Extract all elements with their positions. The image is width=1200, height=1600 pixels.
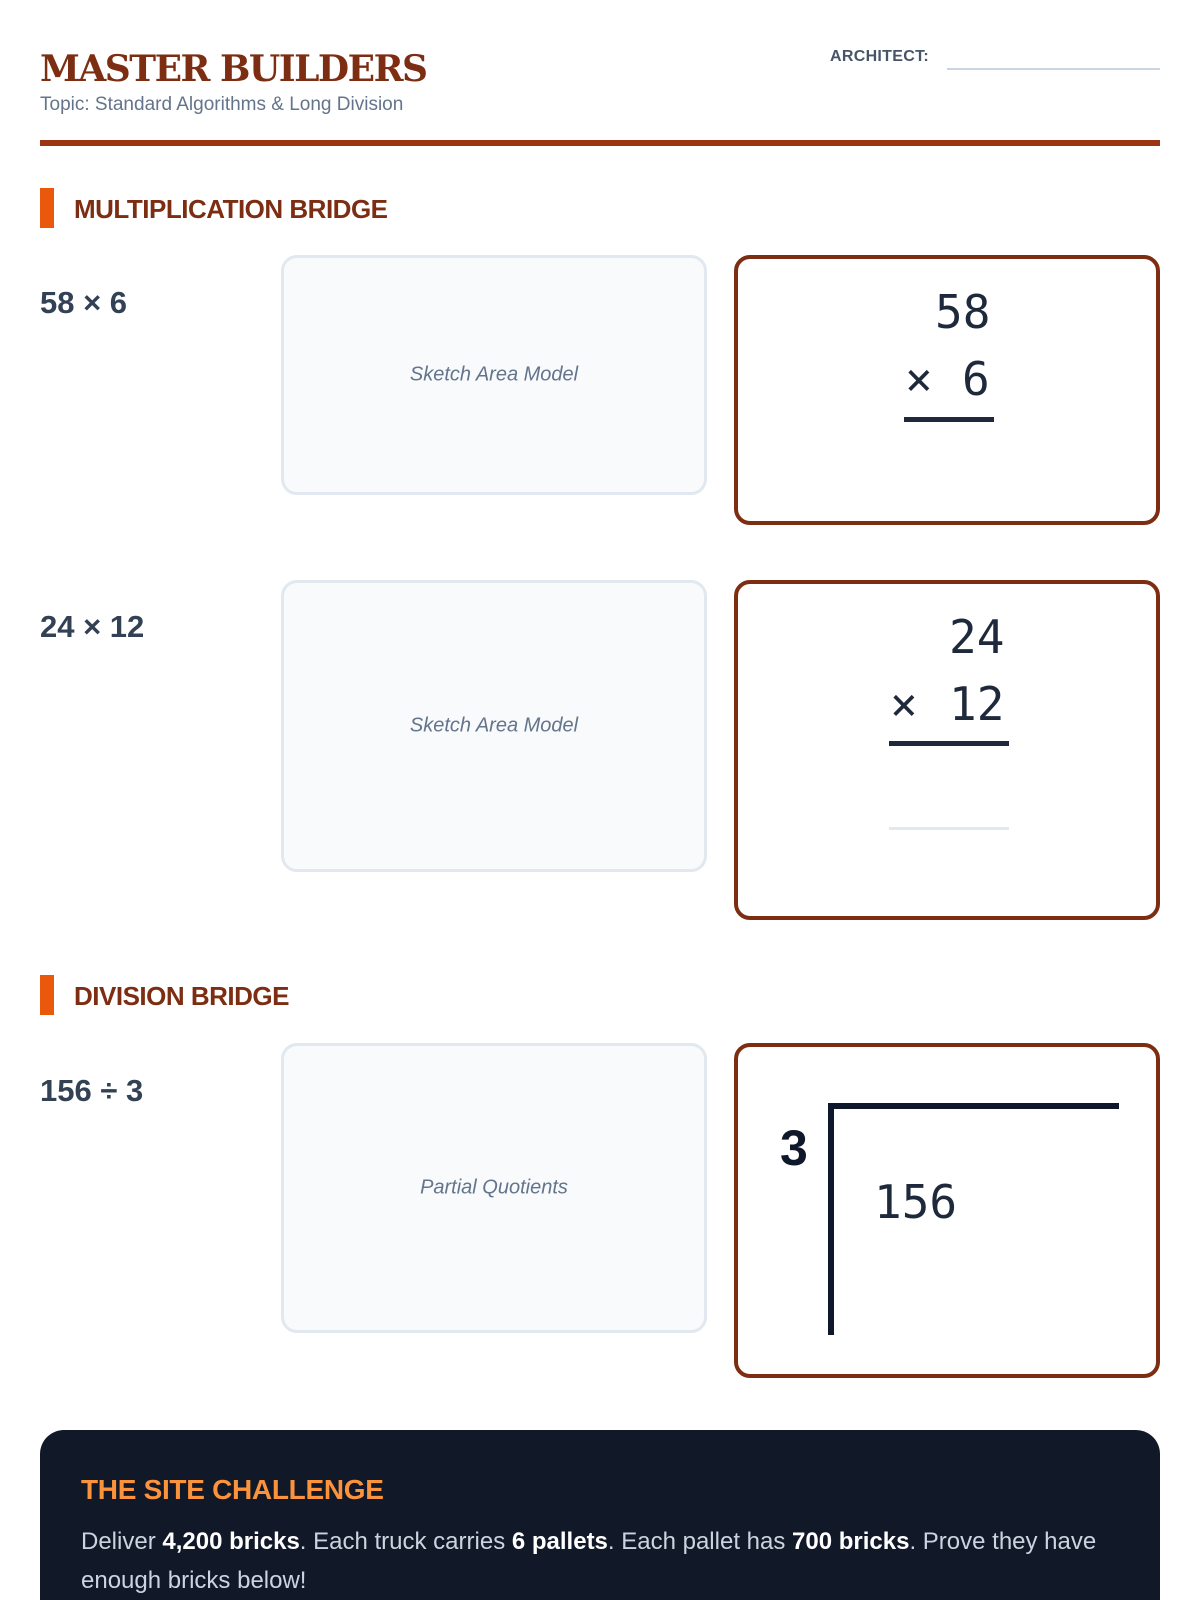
division-bracket-side (828, 1103, 834, 1335)
multiplication-section-header (40, 188, 640, 228)
dividend: 156 (874, 1175, 958, 1229)
section-accent-bar (40, 975, 54, 1015)
partial-quotients-box[interactable] (281, 1043, 707, 1333)
section-title: MULTIPLICATION BRIDGE (74, 194, 388, 224)
worksheet-topic: Topic: Standard Algorithms & Long Division (40, 94, 404, 115)
challenge-text-part: . Each truck carries (299, 1528, 512, 1555)
bottom-factor: 12 (949, 677, 1005, 731)
section-accent-bar (40, 188, 54, 228)
architect-label: ARCHITECT: (830, 48, 929, 65)
division-section-header (40, 975, 640, 1015)
bottom-factor: 6 (962, 352, 990, 406)
problem-label: 24 × 12 (40, 609, 145, 644)
sketch-area-label: Sketch Area Model (409, 714, 579, 737)
sketch-area-label: Sketch Area Model (409, 363, 579, 386)
challenge-bricks-per-pallet: 700 bricks (792, 1528, 910, 1555)
challenge-bricks-total: 4,200 bricks (162, 1528, 300, 1555)
standard-algorithm-box[interactable] (734, 255, 1160, 525)
top-factor: 24 (949, 610, 1005, 664)
sketch-area-box[interactable] (281, 255, 707, 495)
architect-name-field[interactable] (830, 44, 1160, 74)
problem-label: 156 ÷ 3 (40, 1073, 144, 1108)
challenge-text-part: Deliver (81, 1528, 163, 1555)
site-challenge-panel (40, 1430, 1160, 1600)
sketch-area-box[interactable] (281, 580, 707, 872)
challenge-text (81, 1522, 1121, 1600)
worksheet-title: MASTER BUILDERS (40, 48, 427, 90)
challenge-text-part: . Each pallet has (607, 1528, 793, 1555)
partial-product-rule (889, 827, 1009, 830)
divisor: 3 (780, 1120, 808, 1176)
challenge-pallets-per-truck: 6 pallets (511, 1528, 608, 1555)
answer-rule (889, 741, 1009, 746)
section-title: DIVISION BRIDGE (74, 981, 289, 1011)
challenge-title: THE SITE CHALLENGE (81, 1474, 384, 1505)
answer-rule (904, 417, 994, 422)
worksheet-header (40, 40, 1160, 146)
division-bracket-top (828, 1103, 1119, 1109)
top-factor: 58 (935, 285, 991, 339)
partial-quotients-label: Partial Quotients (420, 1176, 568, 1199)
architect-write-line[interactable] (947, 68, 1160, 70)
problem-label: 58 × 6 (40, 285, 128, 320)
times-operator: × (890, 677, 918, 731)
long-division-box[interactable] (734, 1043, 1160, 1378)
standard-algorithm-box[interactable] (734, 580, 1160, 920)
challenge-text-part: . Prove they have enough bricks below! (81, 1528, 1097, 1594)
times-operator: × (905, 352, 933, 406)
